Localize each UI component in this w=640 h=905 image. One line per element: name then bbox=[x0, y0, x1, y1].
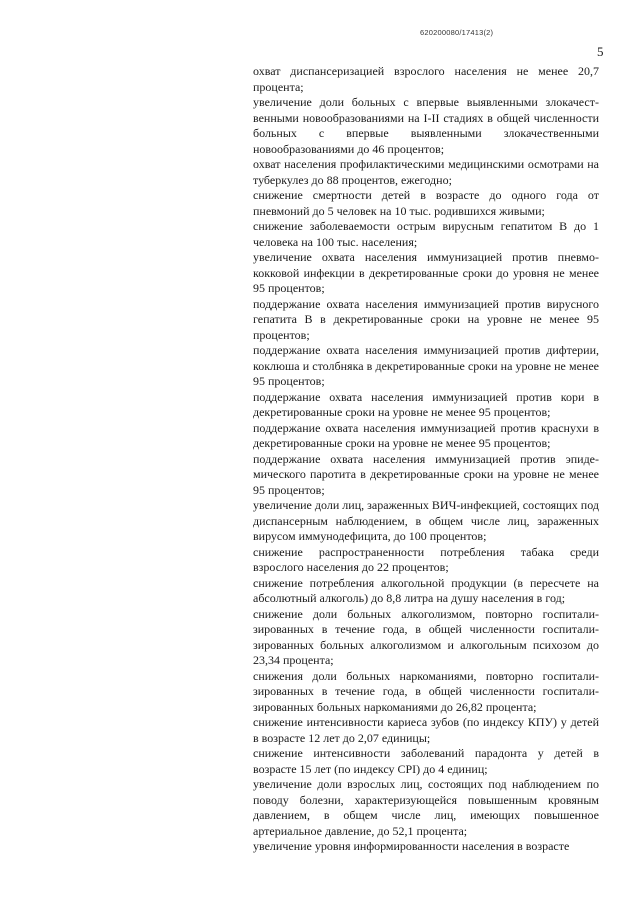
paragraph: снижения доли больных наркоманиями, повторно госпитализированных в течение года, в общей численности госпитализированных больных наркоманиями до 26,82 процента; bbox=[253, 668, 599, 714]
paragraph: снижение распространенности потребления табака среди взрослого населения до 22 процентов; bbox=[253, 544, 599, 574]
paragraph: снижение интенсивности кариеса зубов (по индексу КПУ) у детей в возрасте 12 лет до 2,07 единицы; bbox=[253, 715, 599, 745]
paragraph: увеличение охвата населения иммунизацией против пневмококковой инфекции в декретированные сроки до уровня не менее 95 процентов; bbox=[253, 250, 599, 295]
paragraph: снижение заболеваемости острым вирусным гепатитом В до 1 человека на 100 тыс. населения; bbox=[253, 219, 599, 249]
paragraph: снижение доли больных алкоголизмом, повторно госпитализированных в течение года, в общей численности госпитализированных больных алкоголизмом и алкогольным психозом до 23,34 процента; bbox=[253, 606, 599, 667]
paragraph: поддержание охвата населения иммунизацией против эпидемического паротита в декретированные сроки на уровне не менее 95 процентов; bbox=[253, 451, 599, 497]
paragraph: поддержание охвата населения иммунизацией против краснухи в декретированные сроки на уровне не менее 95 процентов; bbox=[253, 420, 599, 450]
paragraph: увеличение доли взрослых лиц, состоящих под наблюдением по поводу болезни, характеризующейся повышенным кровяным давлением, в общем числе лиц, имеющих повышенное артериальное давление, до 52,1 процента; bbox=[253, 777, 599, 838]
paragraph: охват населения профилактическими медицинскими осмотрами на туберкулез до 88 процентов, ежегодно; bbox=[253, 157, 599, 187]
paragraph: увеличение доли больных с впервые выявленными злокачественными новообразованиями на I-II стадиях в общей численности больных с впервые выявленными злокачественными новообразованиями до 46 процентов; bbox=[253, 95, 599, 156]
paragraph: поддержание охвата населения иммунизацией против дифтерии, коклюша и столбняка в декретированные сроки на уровне не менее 95 процентов; bbox=[253, 343, 599, 388]
paragraph: увеличение доли лиц, зараженных ВИЧ-инфекцией, состоящих под диспансерным наблюдением, в общем числе лиц, зараженных вирусом иммунодефицита, до 100 процентов; bbox=[253, 498, 599, 543]
paragraph: снижение потребления алкогольной продукции (в пересчете на абсолютный алкоголь) до 8,8 литра на душу населения в год; bbox=[253, 575, 599, 605]
document-body bbox=[253, 64, 599, 855]
paragraph: снижение смертности детей в возрасте до одного года от пневмоний до 5 человек на 10 тыс. родившихся живыми; bbox=[253, 188, 599, 218]
paragraph: снижение интенсивности заболеваний парадонта у детей в возрасте 15 лет (по индексу CPI) до 4 единиц; bbox=[253, 746, 599, 776]
paragraph: поддержание охвата населения иммунизацией против кори в декретированные сроки на уровне не менее 95 процентов; bbox=[253, 389, 599, 419]
document-id: 620200080/17413(2) bbox=[420, 28, 494, 37]
page-number: 5 bbox=[597, 44, 604, 59]
paragraph: увеличение уровня информированности населения в возрасте bbox=[253, 839, 570, 853]
paragraph: поддержание охвата населения иммунизацией против вирусного гепатита В в декретированные сроки на уровне не менее 95 процентов; bbox=[253, 296, 599, 342]
paragraph: охват диспансеризацией взрослого населения не менее 20,7 процента; bbox=[253, 64, 599, 94]
